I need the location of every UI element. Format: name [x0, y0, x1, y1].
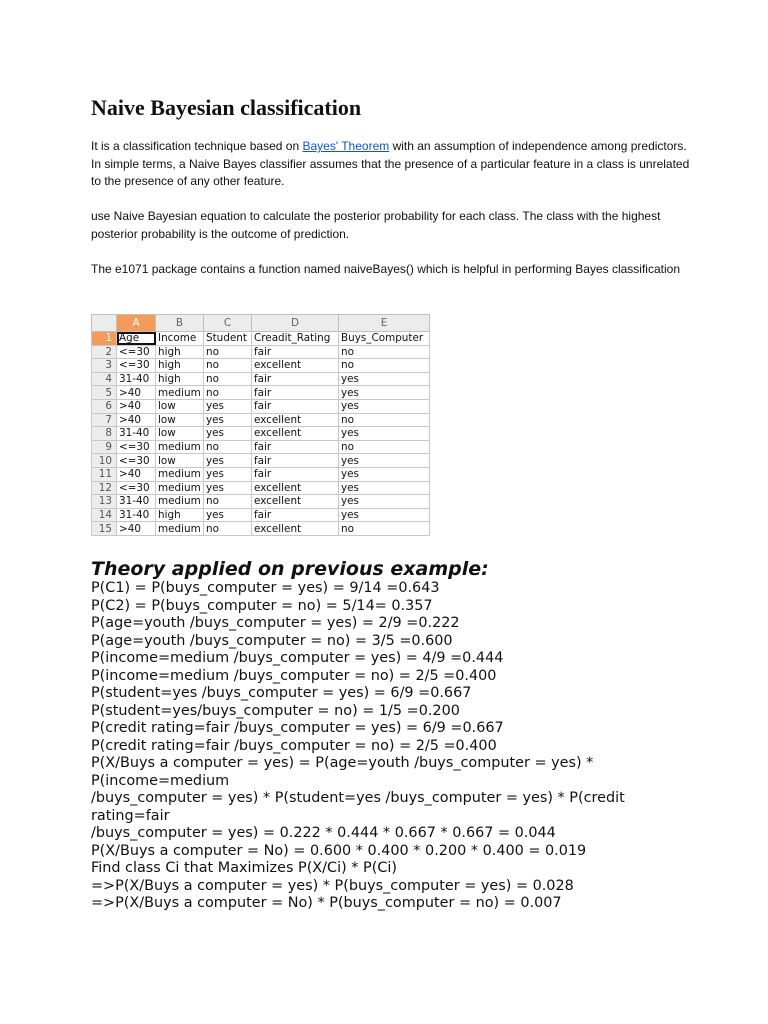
table-cell[interactable]: yes — [339, 454, 430, 468]
table-cell[interactable]: >40 — [117, 399, 156, 413]
table-cell[interactable]: no — [339, 345, 430, 359]
table-cell[interactable]: no — [339, 522, 430, 536]
table-cell[interactable]: medium — [156, 522, 204, 536]
table-cell[interactable]: medium — [156, 495, 204, 509]
table-row — [92, 413, 430, 427]
table-cell[interactable]: excellent — [252, 495, 339, 509]
table-cell[interactable]: >40 — [117, 522, 156, 536]
theory-line: =>P(X/Buys a computer = No) * P(buys_computer = no) = 0.007 — [91, 895, 562, 911]
table-cell[interactable]: no — [204, 522, 252, 536]
table-cell[interactable]: low — [156, 427, 204, 441]
row-header[interactable]: 14 — [92, 508, 117, 522]
table-cell[interactable]: yes — [339, 372, 430, 386]
table-row — [92, 359, 430, 373]
table-cell[interactable]: no — [204, 440, 252, 454]
table-row — [92, 399, 430, 413]
theory-line: P(credit rating=fair /buys_computer = yes) = 6/9 =0.667 — [91, 720, 504, 736]
table-cell[interactable]: no — [339, 359, 430, 373]
table-cell[interactable]: 31-40 — [117, 495, 156, 509]
table-cell[interactable]: >40 — [117, 386, 156, 400]
table-cell[interactable]: Creadit_Rating — [252, 332, 339, 346]
table-row — [92, 495, 430, 509]
table-row — [92, 508, 430, 522]
row-header[interactable]: 7 — [92, 413, 117, 427]
table-cell[interactable]: yes — [339, 495, 430, 509]
table-cell[interactable]: fair — [252, 508, 339, 522]
e1071-paragraph: The e1071 package contains a function named naiveBayes() which is helpful in performing Bayes classification — [91, 262, 680, 276]
table-cell[interactable]: Buys_Computer — [339, 332, 430, 346]
table-cell[interactable]: yes — [339, 481, 430, 495]
table-cell[interactable]: 31-40 — [117, 508, 156, 522]
intro-text-before: It is a classification technique based on — [91, 139, 303, 153]
table-cell[interactable]: low — [156, 454, 204, 468]
spreadsheet-table — [91, 314, 430, 536]
table-row — [92, 481, 430, 495]
table-cell[interactable]: <=30 — [117, 481, 156, 495]
table-cell[interactable]: <=30 — [117, 345, 156, 359]
row-header[interactable]: 11 — [92, 467, 117, 481]
bayes-theorem-link[interactable]: Bayes' Theorem — [302, 139, 390, 153]
table-cell[interactable]: yes — [204, 427, 252, 441]
corner-cell[interactable] — [92, 315, 117, 332]
column-header-b[interactable]: B — [156, 315, 204, 332]
intro-text-after: with an assumption of independence among predictors. In simple terms, a Naive Bayes classifier assumes that the presence of a particular feature in a class is unrelated to the presence of any other feature. — [91, 139, 690, 188]
table-cell[interactable]: low — [156, 399, 204, 413]
table-cell[interactable]: >40 — [117, 413, 156, 427]
table-cell[interactable]: medium — [156, 481, 204, 495]
table-cell[interactable]: fair — [252, 467, 339, 481]
column-header-row — [92, 315, 430, 332]
table-cell[interactable]: fair — [252, 454, 339, 468]
table-cell[interactable]: excellent — [252, 522, 339, 536]
table-cell[interactable]: yes — [204, 481, 252, 495]
table-cell[interactable]: excellent — [252, 427, 339, 441]
row-header[interactable]: 6 — [92, 399, 117, 413]
table-cell[interactable]: no — [204, 372, 252, 386]
theory-line: /buys_computer = yes) = 0.222 * 0.444 * 0.667 * 0.667 = 0.044 — [91, 825, 556, 841]
table-cell[interactable]: yes — [204, 413, 252, 427]
table-cell[interactable]: Student — [204, 332, 252, 346]
row-header[interactable]: 3 — [92, 359, 117, 373]
theory-line: P(income=medium — [91, 772, 230, 789]
theory-line: rating=fair — [91, 807, 170, 824]
table-cell[interactable]: <=30 — [117, 454, 156, 468]
theory-line: P(student=yes /buys_computer = yes) = 6/9 =0.667 — [91, 685, 472, 701]
table-row — [92, 522, 430, 536]
table-row — [92, 372, 430, 386]
table-cell[interactable]: no — [204, 359, 252, 373]
theory-line: P(student=yes/buys_computer = no) = 1/5 =0.200 — [91, 702, 460, 719]
table-cell[interactable]: excellent — [252, 481, 339, 495]
table-cell[interactable]: medium — [156, 467, 204, 481]
column-header-e[interactable]: E — [339, 315, 430, 332]
theory-line: P(credit rating=fair /buys_computer = no) = 2/5 =0.400 — [91, 737, 497, 754]
row-header[interactable]: 10 — [92, 454, 117, 468]
table-row — [92, 427, 430, 441]
table-cell[interactable]: fair — [252, 386, 339, 400]
table-cell[interactable]: Age — [117, 332, 156, 346]
table-cell[interactable]: yes — [204, 399, 252, 413]
table-cell[interactable]: no — [204, 495, 252, 509]
theory-line: Find class Ci that Maximizes P(X/Ci) * P(Ci) — [91, 860, 397, 876]
theory-line: P(income=medium /buys_computer = no) = 2/5 =0.400 — [91, 667, 497, 684]
table-cell[interactable]: fair — [252, 345, 339, 359]
theory-line: P(income=medium /buys_computer = yes) = 4/9 =0.444 — [91, 650, 504, 666]
row-header[interactable]: 4 — [92, 372, 117, 386]
column-header-c[interactable]: C — [204, 315, 252, 332]
theory-lines — [91, 580, 625, 913]
table-cell[interactable]: <=30 — [117, 359, 156, 373]
table-cell[interactable]: yes — [339, 508, 430, 522]
theory-line: P(X/Buys a computer = yes) = P(age=youth /buys_computer = yes) * — [91, 755, 594, 771]
table-row — [92, 440, 430, 454]
table-cell[interactable]: 31-40 — [117, 372, 156, 386]
table-row — [92, 332, 430, 346]
table-cell[interactable]: excellent — [252, 359, 339, 373]
table-cell[interactable]: high — [156, 359, 204, 373]
table-cell[interactable]: high — [156, 372, 204, 386]
page-title: Naive Bayesian classification — [91, 95, 362, 120]
theory-line: P(X/Buys a computer = No) = 0.600 * 0.400 * 0.200 * 0.400 = 0.019 — [91, 842, 587, 859]
theory-line: P(C2) = P(buys_computer = no) = 5/14= 0.357 — [91, 597, 433, 614]
row-header[interactable]: 15 — [92, 522, 117, 536]
theory-line: P(C1) = P(buys_computer = yes) = 9/14 =0.643 — [91, 580, 440, 596]
theory-line: /buys_computer = yes) * P(student=yes /buys_computer = yes) * P(credit — [91, 790, 625, 806]
table-cell[interactable]: yes — [339, 386, 430, 400]
row-header[interactable]: 13 — [92, 495, 117, 509]
spreadsheet-column-headers — [92, 315, 430, 332]
table-cell[interactable]: medium — [156, 440, 204, 454]
table-row — [92, 345, 430, 359]
table-cell[interactable]: no — [204, 345, 252, 359]
theory-line: =>P(X/Buys a computer = yes) * P(buys_computer = yes) = 0.028 — [91, 877, 574, 894]
intro-paragraph — [91, 138, 691, 191]
table-row — [92, 454, 430, 468]
posterior-paragraph: use Naive Bayesian equation to calculate the posterior probability for each class. The class with the highest posterior probability is the outcome of prediction. — [91, 209, 661, 241]
table-row — [92, 467, 430, 481]
table-cell[interactable]: yes — [204, 454, 252, 468]
table-cell[interactable]: no — [204, 386, 252, 400]
table-cell[interactable]: Income — [156, 332, 204, 346]
table-cell[interactable]: yes — [339, 399, 430, 413]
row-header[interactable]: 2 — [92, 345, 117, 359]
theory-line: P(age=youth /buys_computer = yes) = 2/9 =0.222 — [91, 615, 460, 631]
spreadsheet-body — [92, 332, 430, 536]
row-header[interactable]: 1 — [92, 332, 117, 346]
table-cell[interactable]: fair — [252, 399, 339, 413]
table-cell[interactable]: yes — [204, 467, 252, 481]
table-cell[interactable]: fair — [252, 372, 339, 386]
row-header[interactable]: 12 — [92, 481, 117, 495]
table-cell[interactable]: excellent — [252, 413, 339, 427]
table-cell[interactable]: high — [156, 508, 204, 522]
theory-line: P(age=youth /buys_computer = no) = 3/5 =0.600 — [91, 632, 453, 649]
table-cell[interactable]: <=30 — [117, 440, 156, 454]
table-cell[interactable]: yes — [204, 508, 252, 522]
table-cell[interactable]: 31-40 — [117, 427, 156, 441]
row-header[interactable]: 8 — [92, 427, 117, 441]
table-cell[interactable]: low — [156, 413, 204, 427]
table-cell[interactable]: yes — [339, 467, 430, 481]
theory-heading: Theory applied on previous example: — [91, 558, 489, 580]
table-cell[interactable]: fair — [252, 440, 339, 454]
table-cell[interactable]: yes — [339, 427, 430, 441]
row-header[interactable]: 9 — [92, 440, 117, 454]
row-header[interactable]: 5 — [92, 386, 117, 400]
table-cell[interactable]: high — [156, 345, 204, 359]
column-header-a[interactable]: A — [117, 315, 156, 332]
table-cell[interactable]: no — [339, 413, 430, 427]
table-cell[interactable]: no — [339, 440, 430, 454]
table-cell[interactable]: medium — [156, 386, 204, 400]
table-cell[interactable]: >40 — [117, 467, 156, 481]
table-row — [92, 386, 430, 400]
column-header-d[interactable]: D — [252, 315, 339, 332]
